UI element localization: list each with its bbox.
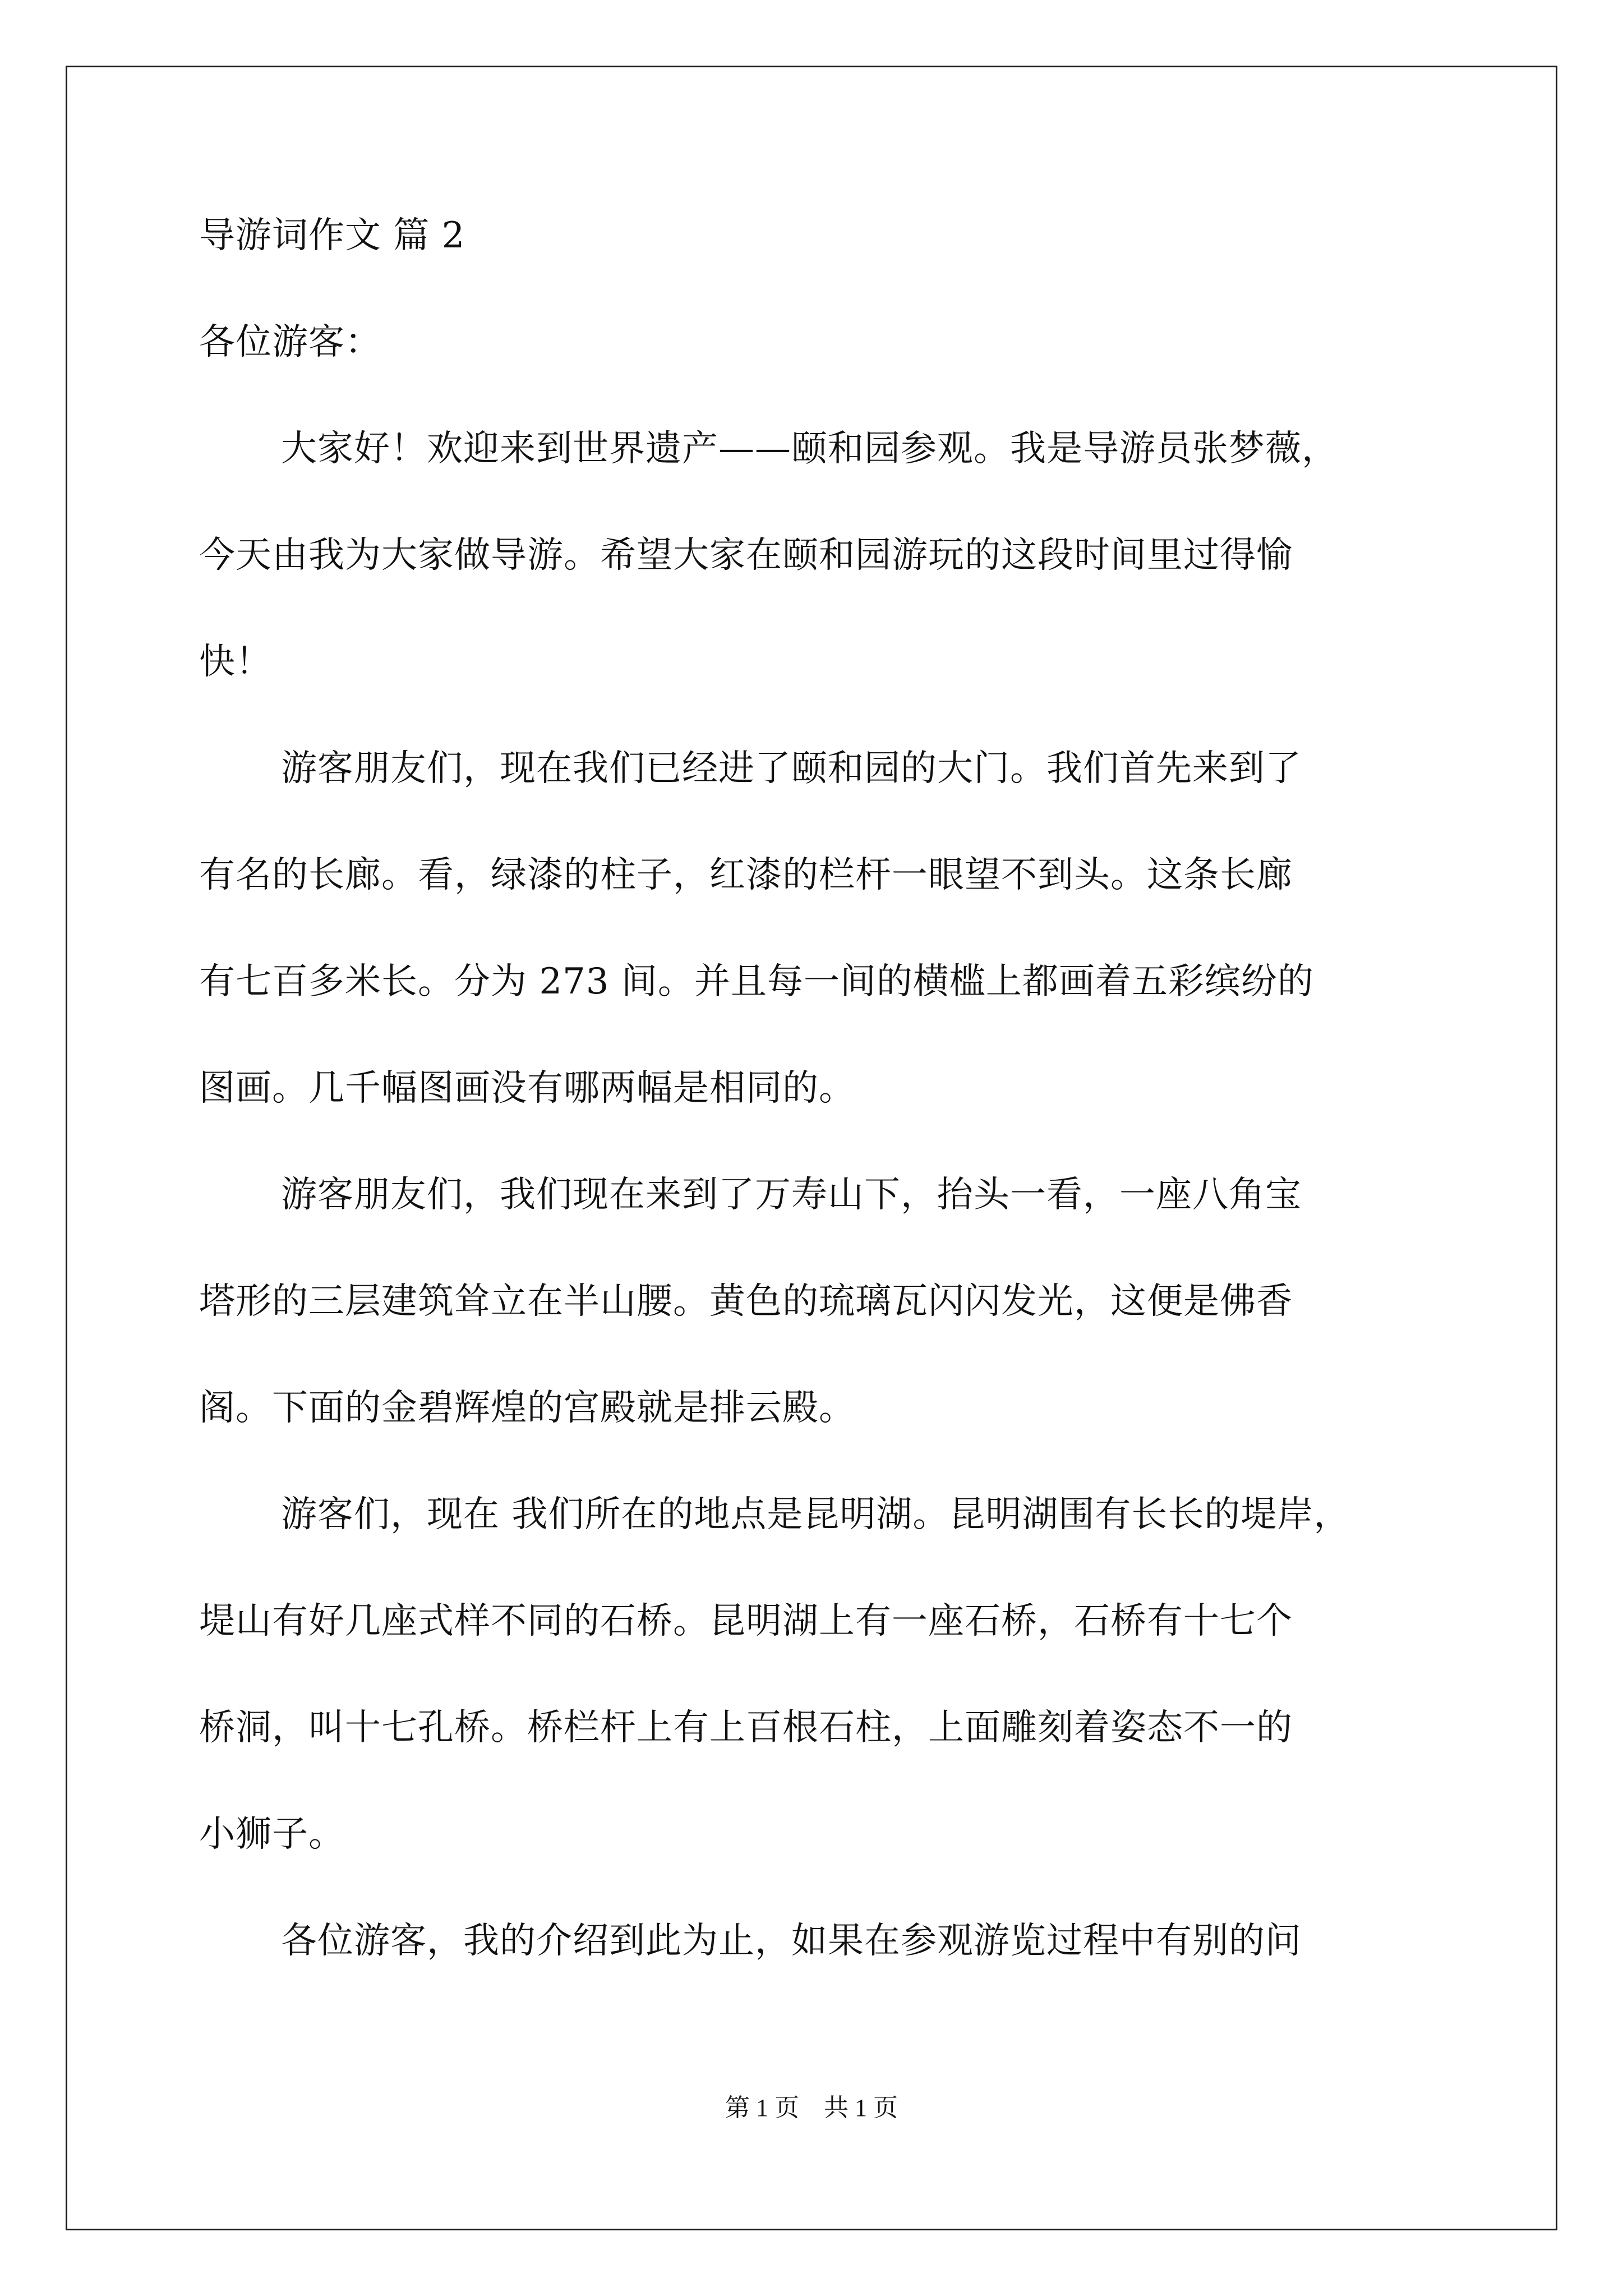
document-body <box>199 209 1438 2021</box>
paragraph-line: 快！ <box>199 641 272 683</box>
paragraph-line: 图画。几千幅图画没有哪两幅是相同的。 <box>199 1068 855 1109</box>
paragraph-line: 今天由我为大家做导游。希望大家在颐和园游玩的这段时间里过得愉 <box>199 535 1293 576</box>
paragraph-line: 游客朋友们，我们现在来到了万寿山下，抬头一看，一座八角宝 <box>281 1174 1302 1216</box>
paragraph-line: 小狮子。 <box>199 1814 345 1855</box>
paragraph-line: 有名的长廊。看，绿漆的柱子，红漆的栏杆一眼望不到头。这条长廊 <box>199 854 1293 896</box>
paragraph-5 <box>199 1914 1438 1968</box>
paragraph-line: 各位游客，我的介绍到此为止，如果在参观游览过程中有别的问 <box>281 1920 1302 1962</box>
paragraph-line: 大家好！欢迎来到世界遗产——颐和园参观。我是导游员张梦薇， <box>281 428 1338 470</box>
paragraph-4 <box>199 1488 1438 1861</box>
paragraph-3 <box>199 1168 1438 1435</box>
paragraph-line: 游客朋友们，现在我们已经进了颐和园的大门。我们首先来到了 <box>281 748 1302 789</box>
salutation: 各位游客： <box>199 321 381 363</box>
paragraph-line: 桥洞，叫十七孔桥。桥栏杆上有上百根石柱，上面雕刻着姿态不一的 <box>199 1707 1293 1749</box>
paragraph-line: 塔形的三层建筑耸立在半山腰。黄色的琉璃瓦闪闪发光，这便是佛香 <box>199 1281 1293 1322</box>
paragraph-line: 游客们，现在 我们所在的地点是昆明湖。昆明湖围有长长的堤岸， <box>281 1494 1350 1535</box>
paragraph-line: 堤山有好几座式样不同的石桥。昆明湖上有一座石桥，石桥有十七个 <box>199 1600 1293 1642</box>
paragraph-1 <box>199 422 1438 689</box>
page-number: 第 1 页 <box>725 2094 799 2122</box>
page-footer <box>0 2091 1623 2125</box>
paragraph-2 <box>199 742 1438 1115</box>
document-title: 导游词作文 篇 2 <box>199 215 465 256</box>
paragraph-line: 有七百多米长。分为 273 间。并且每一间的横槛上都画着五彩缤纷的 <box>199 961 1314 1002</box>
page-count: 共 1 页 <box>824 2094 898 2122</box>
paragraph-line: 阁。下面的金碧辉煌的宫殿就是排云殿。 <box>199 1387 855 1429</box>
